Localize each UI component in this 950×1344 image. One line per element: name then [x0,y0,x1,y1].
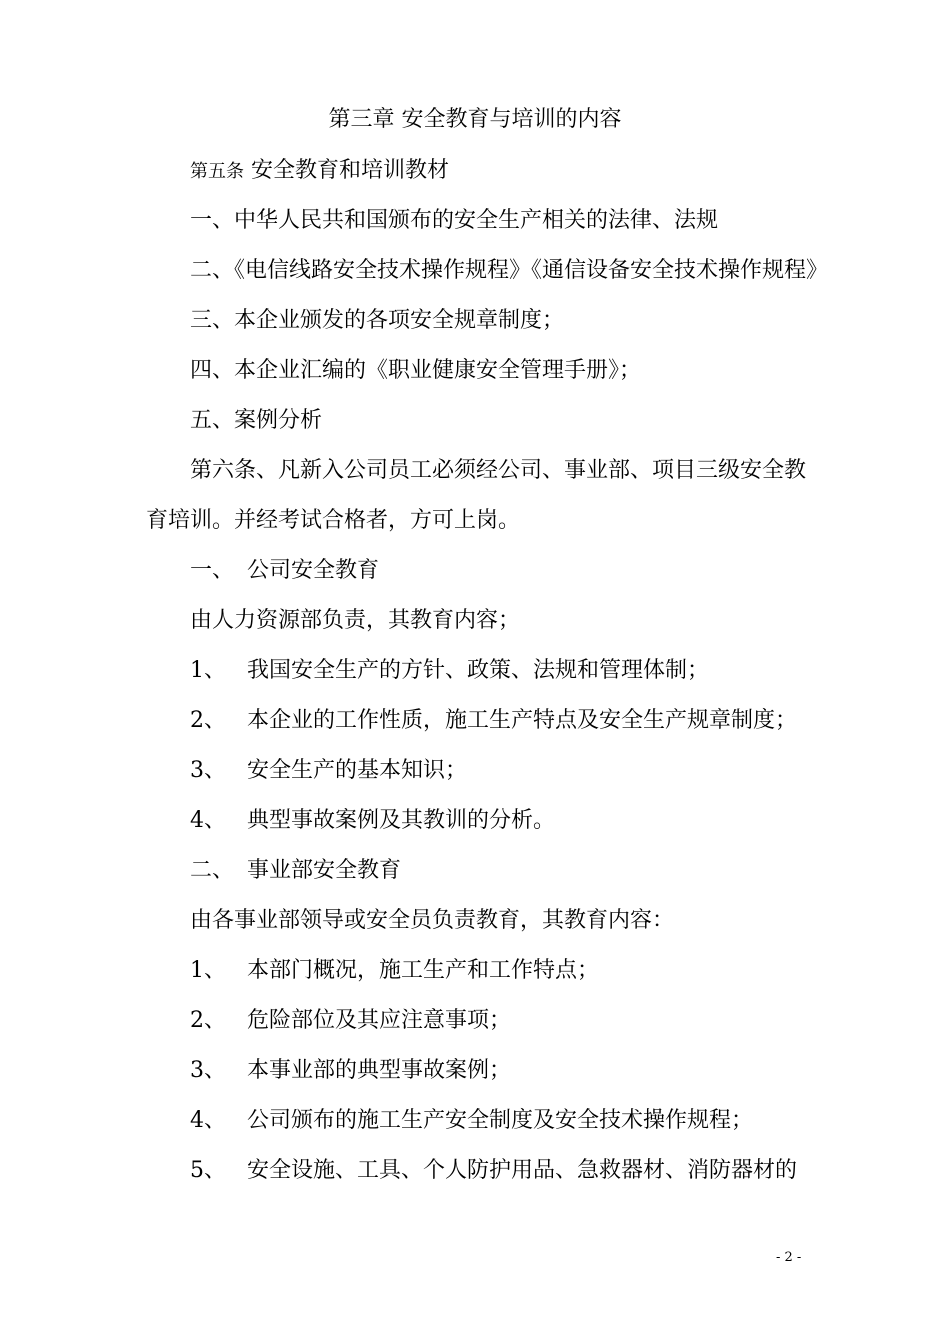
list-item-number: 2、 [190,1008,226,1033]
section-number: 二、 [190,858,235,883]
list-item [190,1157,797,1185]
list-item-number: 4、 [190,808,226,833]
list-item-text: 安全生产的基本知识； [247,758,468,783]
division-education-heading [190,857,401,885]
material-item: 二、《电信线路安全技术操作规程》《通信设备安全技术操作规程》 [190,258,829,283]
list-item [190,1107,753,1135]
list-item [190,1057,511,1085]
division-education-intro: 由各事业部领导或安全员负责教育，其教育内容： [190,908,675,933]
list-item-number: 5、 [190,1158,226,1183]
list-item-text: 本企业的工作性质，施工生产特点及安全生产规章制度； [247,708,798,733]
list-item-text: 安全设施、工具、个人防护用品、急救器材、消防器材的 [247,1158,798,1183]
list-item-number: 1、 [190,958,226,983]
list-item-text: 典型事故案例及其教训的分析。 [247,808,556,833]
list-item-number: 3、 [190,758,226,783]
article-6-line-2: 育培训。并经考试合格者，方可上岗。 [146,508,521,533]
list-item [190,707,797,735]
company-education-intro: 由人力资源部负责，其教育内容； [190,608,521,633]
section-number: 一、 [190,558,235,583]
list-item [190,657,709,685]
material-item: 四、本企业汇编的《职业健康安全管理手册》； [190,358,642,383]
page-number: - 2 - [776,1250,802,1265]
list-item-text: 公司颁布的施工生产安全制度及安全技术操作规程； [247,1108,754,1133]
list-item-text: 本部门概况，施工生产和工作特点； [247,958,600,983]
article-5-text: 安全教育和培训教材 [244,158,449,183]
section-heading: 公司安全教育 [247,558,380,583]
material-item: 五、案例分析 [190,408,323,433]
list-item-text: 本事业部的典型事故案例； [247,1058,512,1083]
list-item-text: 我国安全生产的方针、政策、法规和管理体制； [247,658,710,683]
list-item-number: 3、 [190,1058,226,1083]
section-heading: 事业部安全教育 [247,858,402,883]
list-item [190,957,599,985]
company-education-heading [190,557,379,585]
list-item [190,757,467,785]
article-6-line-1: 第六条、凡新入公司员工必须经公司、事业部、项目三级安全教 [190,458,807,483]
material-item: 一、中华人民共和国颁布的安全生产相关的法律、法规 [190,208,719,233]
list-item-number: 1、 [190,658,226,683]
article-5-label: 第五条 [190,161,244,182]
list-item-text: 危险部位及其应注意事项； [247,1008,512,1033]
list-item [190,1007,511,1035]
list-item-number: 2、 [190,708,226,733]
chapter-title: 第三章 安全教育与培训的内容 [328,107,622,132]
article-5-heading [190,157,449,186]
list-item-number: 4、 [190,1108,226,1133]
list-item [190,807,555,835]
material-item: 三、本企业颁发的各项安全规章制度； [190,308,565,333]
